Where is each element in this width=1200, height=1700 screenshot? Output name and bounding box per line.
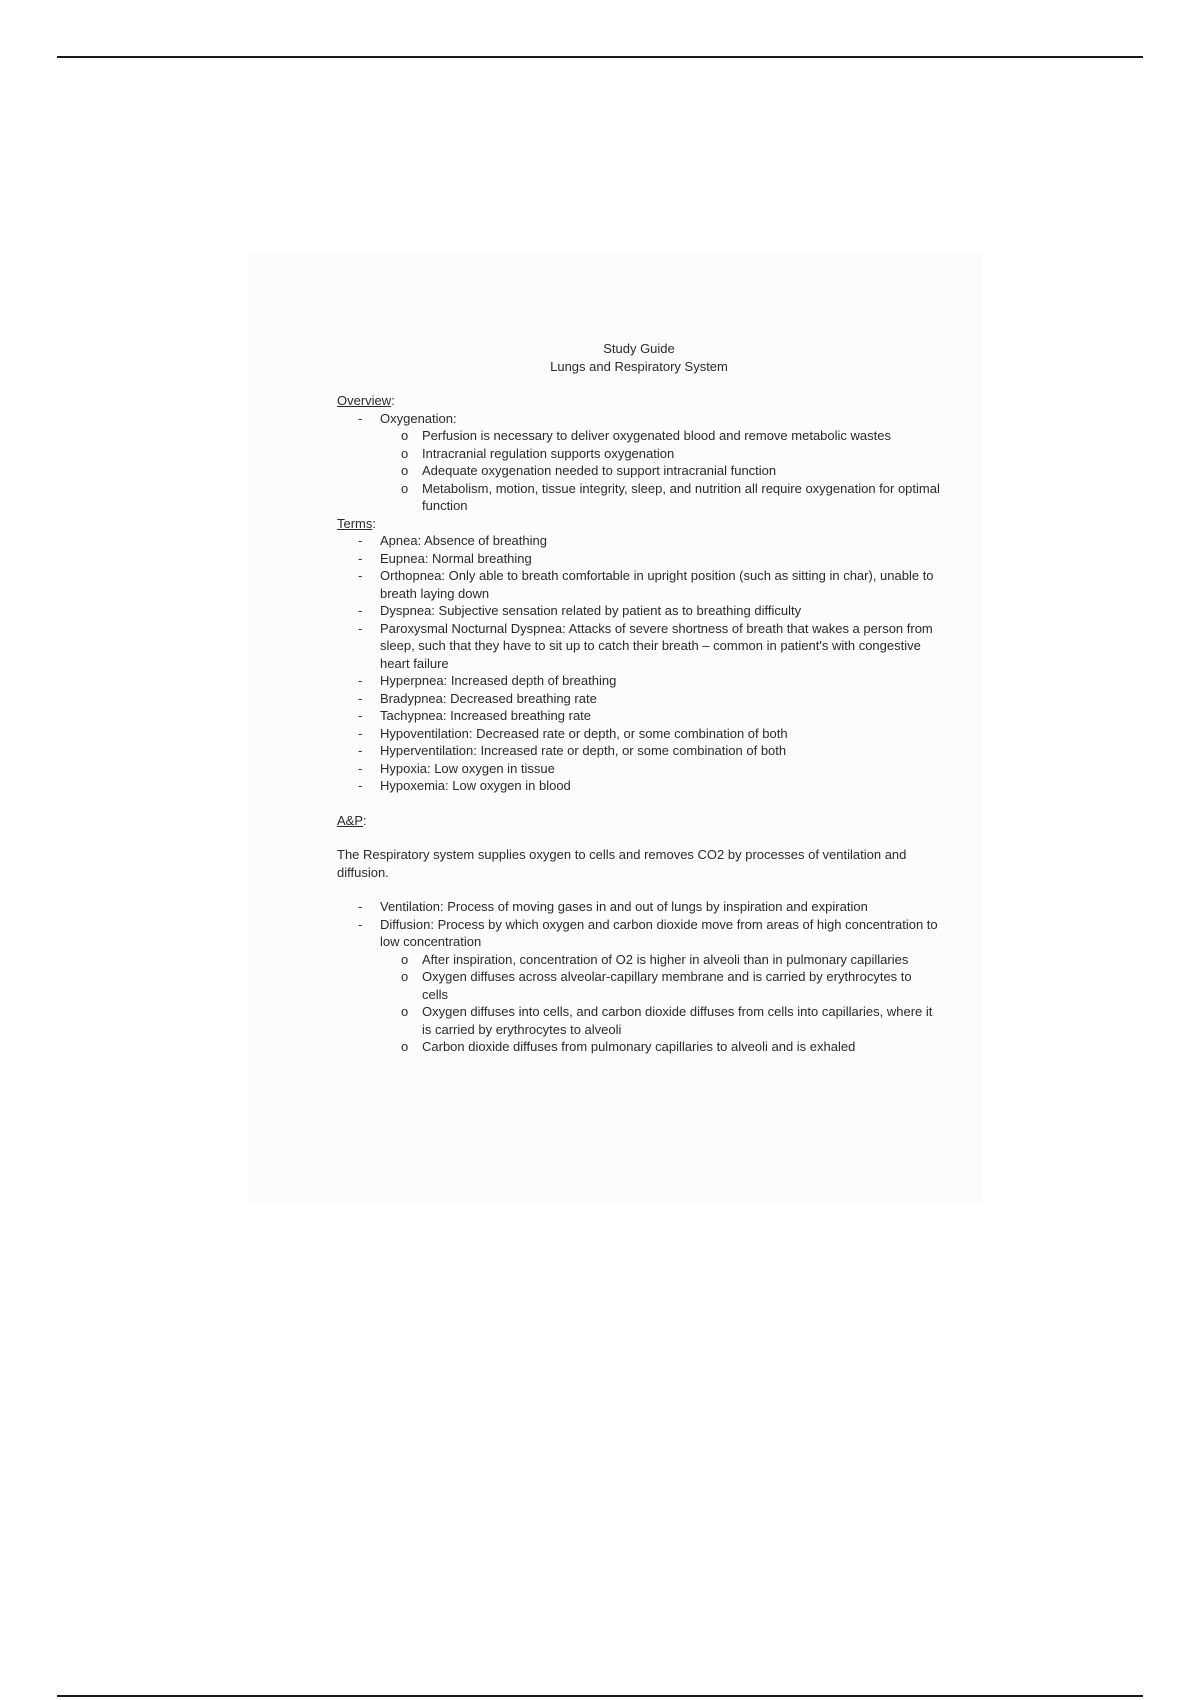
oxygenation-sublist bbox=[380, 427, 941, 515]
overview-item-label: Oxygenation: bbox=[380, 410, 457, 426]
term-item: - Dyspnea: Subjective sensation related by patient as to breathing difficulty bbox=[380, 602, 941, 620]
list-item: o After inspiration, concentration of O2 is higher in alveoli than in pulmonary capillaries bbox=[422, 951, 941, 969]
list-item: o Oxygen diffuses across alveolar-capillary membrane and is carried by erythrocytes to cells bbox=[422, 968, 941, 1003]
ap-item-diffusion bbox=[380, 916, 941, 1056]
bottom-divider bbox=[57, 1695, 1143, 1697]
document-subtitle: Lungs and Respiratory System bbox=[550, 359, 728, 374]
terms-list bbox=[337, 532, 941, 795]
list-item: o Metabolism, motion, tissue integrity, sleep, and nutrition all require oxygenation for optimal function bbox=[422, 480, 941, 515]
terms-heading-row: Terms: bbox=[337, 515, 377, 531]
overview-item-oxygenation bbox=[380, 410, 941, 515]
list-item: o Oxygen diffuses into cells, and carbon dioxide diffuses from cells into capillaries, where it is carried by erythrocytes to alveoli bbox=[422, 1003, 941, 1038]
term-item: - Hypoxia: Low oxygen in tissue bbox=[380, 760, 941, 778]
title-block bbox=[337, 340, 941, 376]
term-item: - Eupnea: Normal breathing bbox=[380, 550, 941, 568]
term-item: - Hypoventilation: Decreased rate or depth, or some combination of both bbox=[380, 725, 941, 743]
overview-heading: Overview bbox=[337, 393, 392, 408]
diffusion-sublist bbox=[380, 951, 941, 1056]
ap-list bbox=[337, 898, 941, 1056]
term-item: - Paroxysmal Nocturnal Dyspnea: Attacks of severe shortness of breath that wakes a person from sleep, such that they have to sit up to catch their breath – common in patient's with congestive heart failure bbox=[380, 620, 941, 673]
document-title: Study Guide bbox=[603, 341, 675, 356]
ap-item-ventilation bbox=[380, 898, 941, 916]
overview-list bbox=[337, 410, 941, 515]
ap-item-text: Ventilation: Process of moving gases in and out of lungs by inspiration and expiration bbox=[380, 899, 868, 914]
list-item: o Adequate oxygenation needed to support intracranial function bbox=[422, 462, 941, 480]
top-divider bbox=[57, 56, 1143, 58]
ap-heading: A&P bbox=[337, 812, 364, 828]
list-item: o Perfusion is necessary to deliver oxygenated blood and remove metabolic wastes bbox=[422, 427, 941, 445]
term-item: - Bradypnea: Decreased breathing rate bbox=[380, 690, 941, 708]
term-item: - Hypoxemia: Low oxygen in blood bbox=[380, 777, 941, 795]
term-item: - Apnea: Absence of breathing bbox=[380, 532, 941, 550]
study-guide-document bbox=[337, 340, 941, 1056]
ap-item-text: Diffusion: Process by which oxygen and carbon dioxide move from areas of high concentration to low concentration bbox=[380, 916, 938, 949]
term-item: - Hyperpnea: Increased depth of breathing bbox=[380, 672, 941, 690]
list-item: o Carbon dioxide diffuses from pulmonary capillaries to alveoli and is exhaled bbox=[422, 1038, 941, 1056]
ap-paragraph: The Respiratory system supplies oxygen to cells and removes CO2 by processes of ventilation and diffusion. bbox=[337, 847, 907, 880]
overview-heading-row: Overview: bbox=[337, 393, 395, 408]
term-item: - Tachypnea: Increased breathing rate bbox=[380, 707, 941, 725]
list-item: o Intracranial regulation supports oxygenation bbox=[422, 445, 941, 463]
term-item: - Orthopnea: Only able to breath comfortable in upright position (such as sitting in char), unable to breath laying down bbox=[380, 567, 941, 602]
ap-heading-row: A&P: bbox=[337, 812, 367, 828]
term-item: - Hyperventilation: Increased rate or depth, or some combination of both bbox=[380, 742, 941, 760]
terms-heading: Terms bbox=[337, 515, 373, 531]
